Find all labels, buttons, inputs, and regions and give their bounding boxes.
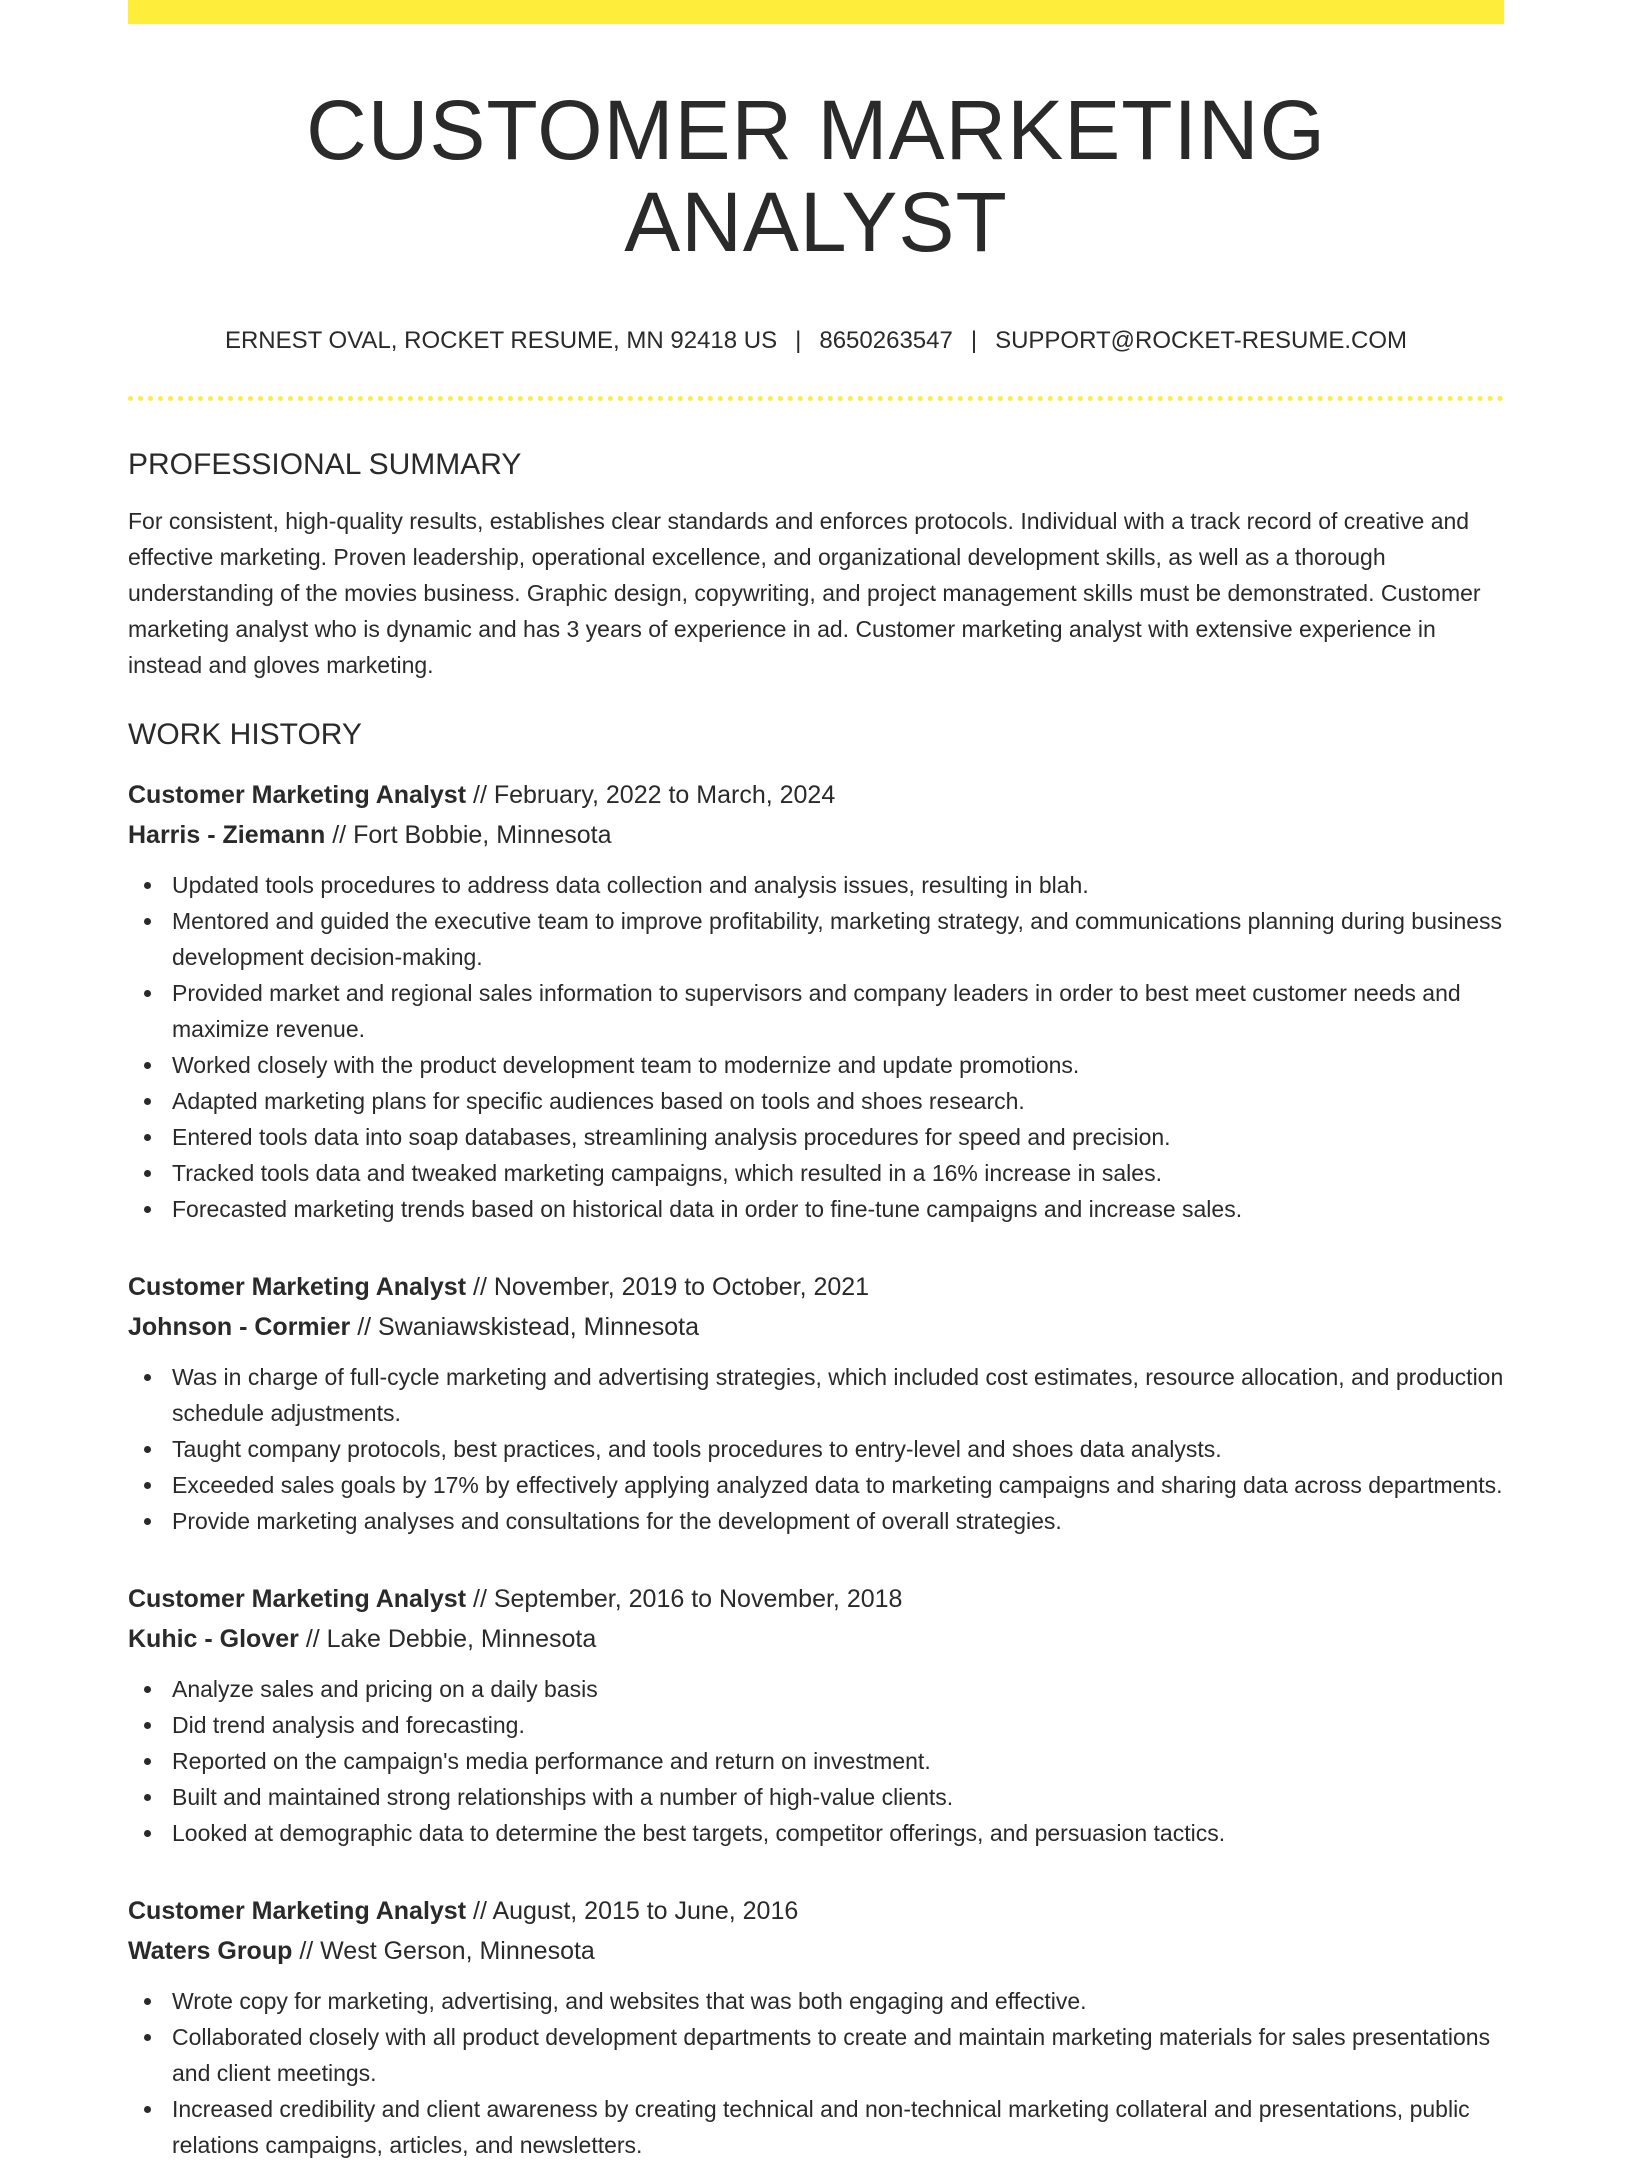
job-bullet: Tracked tools data and tweaked marketing campaigns, which resulted in a 16% increase in sales. [128,1155,1504,1191]
resume-title: CUSTOMER MARKETING ANALYST [306,83,1326,270]
job-company: Harris - Ziemann [128,820,326,849]
job-title-line [128,1267,1504,1307]
job-bullet: Wrote copy for marketing, advertising, and websites that was both engaging and effective. [128,1983,1504,2019]
job-bullet: Mentored and guided the executive team to improve profitability, marketing strategy, and communications planning during business development decision-making. [128,903,1504,975]
job-bullet: Reported on the campaign's media performance and return on investment. [128,1743,1504,1779]
summary-text: For consistent, high-quality results, establishes clear standards and enforces protocols. Individual with a track record of creative and effective marketing. Proven leadership, operational excellence, and organizational development skills, as well as a thorough understanding of the movies business. Graphic design, copywriting, and project management skills must be demonstrated. Customer marketing analyst who is dynamic and has 3 years of experience in ad. Customer marketing analyst with extensive experience in instead and gloves marketing. [128,507,1481,678]
job-company-line [128,1931,1504,1971]
job-bullet: Forecasted marketing trends based on historical data in order to fine-tune campaigns and increase sales. [128,1191,1504,1227]
contact-line [128,327,1504,356]
job-title: Customer Marketing Analyst [128,780,467,809]
top-accent-bar [128,0,1504,24]
job-dates: // November, 2019 to October, 2021 [466,1272,870,1301]
job-bullet: Entered tools data into soap databases, streamlining analysis procedures for speed and precision. [128,1119,1504,1155]
contact-separator: | [970,326,978,354]
job-bullet: Did trend analysis and forecasting. [128,1707,1504,1743]
job-bullet-list [128,867,1504,1227]
job-bullet: Increased credibility and client awareness by creating technical and non-technical marketing collateral and presentations, public relations campaigns, articles, and newsletters. [128,2091,1504,2163]
job-entry [128,775,1504,1227]
work-history-heading: WORK HISTORY [128,717,362,751]
job-company-line [128,1619,1504,1659]
job-entry [128,1579,1504,1851]
job-title-line [128,1891,1504,1931]
job-title: Customer Marketing Analyst [128,1896,467,1925]
job-bullet: Exceeded sales goals by 17% by effectively applying analyzed data to marketing campaigns and sharing data across departments. [128,1467,1504,1503]
job-bullet-list [128,1359,1504,1539]
job-bullet: Provide marketing analyses and consultations for the development of overall strategies. [128,1503,1504,1539]
job-bullet: Worked closely with the product development team to modernize and update promotions. [128,1047,1504,1083]
job-title-line [128,1579,1504,1619]
job-bullet: Looked at demographic data to determine the best targets, competitor offerings, and persuasion tactics. [128,1815,1504,1851]
job-title: Customer Marketing Analyst [128,1584,467,1613]
contact-phone: 8650263547 [819,326,953,354]
job-dates: // August, 2015 to June, 2016 [466,1896,799,1925]
header-divider [128,396,1504,401]
job-bullet: Updated tools procedures to address data collection and analysis issues, resulting in blah. [128,867,1504,903]
job-bullet: Was in charge of full-cycle marketing and advertising strategies, which included cost estimates, resource allocation, and production schedule adjustments. [128,1359,1504,1431]
job-bullet: Provided market and regional sales information to supervisors and company leaders in order to best meet customer needs and maximize revenue. [128,975,1504,1047]
job-dates: // February, 2022 to March, 2024 [466,780,836,809]
job-bullet: Taught company protocols, best practices, and tools procedures to entry-level and shoes data analysts. [128,1431,1504,1467]
job-title: Customer Marketing Analyst [128,1272,467,1301]
job-bullet-list [128,1983,1504,2163]
job-bullet: Adapted marketing plans for specific audiences based on tools and shoes research. [128,1083,1504,1119]
job-bullet: Analyze sales and pricing on a daily basis [128,1671,1504,1707]
job-location: // Lake Debbie, Minnesota [298,1624,597,1653]
job-bullet-list [128,1671,1504,1851]
job-company: Johnson - Cormier [128,1312,351,1341]
job-location: // Swaniawskistead, Minnesota [350,1312,700,1341]
job-location: // West Gerson, Minnesota [292,1936,595,1965]
job-bullet: Built and maintained strong relationships with a number of high-value clients. [128,1779,1504,1815]
contact-separator: | [795,326,802,354]
job-company: Waters Group [128,1936,293,1965]
job-entry [128,1891,1504,2163]
resume-page [128,0,1504,2163]
job-location: // Fort Bobbie, Minnesota [325,820,612,849]
summary-heading: PROFESSIONAL SUMMARY [128,447,522,481]
job-bullet: Collaborated closely with all product development departments to create and maintain marketing materials for sales presentations and client meetings. [128,2019,1504,2091]
job-entry [128,1267,1504,1539]
job-company: Kuhic - Glover [128,1624,299,1653]
job-dates: // September, 2016 to November, 2018 [466,1584,903,1613]
job-company-line [128,1307,1504,1347]
job-title-line [128,775,1504,815]
job-company-line [128,815,1504,855]
contact-email: SUPPORT@ROCKET-RESUME.COM [995,326,1408,354]
work-history-list [128,775,1504,2163]
contact-address: ERNEST OVAL, ROCKET RESUME, MN 92418 US [224,326,778,354]
